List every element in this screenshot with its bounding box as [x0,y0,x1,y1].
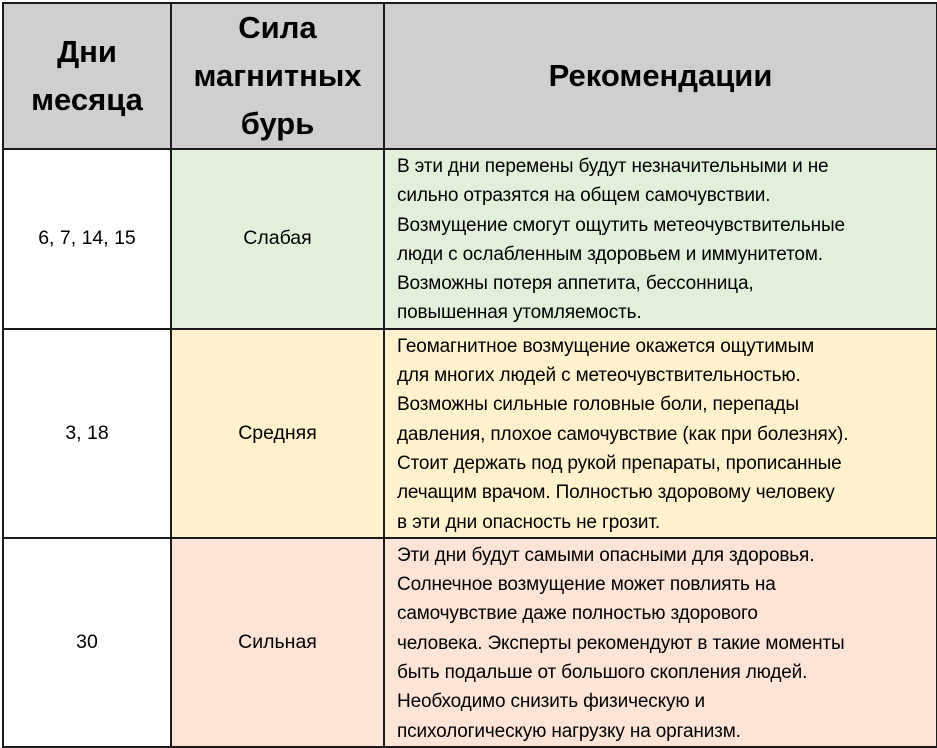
header-days-line2: месяца [31,82,143,117]
header-strength-line1: Сила [238,10,317,45]
recommendation-cell [384,149,937,329]
recommendation-cell [384,538,937,747]
recommendation-line: лечащим врачом. Полностью здоровому человеку [397,482,835,504]
header-strength [171,3,384,149]
recommendation-line: человека. Эксперты рекомендуют в такие моменты [397,632,845,654]
strength-cell-medium: Средняя [171,329,384,538]
recommendation-cell [384,329,937,538]
recommendation-line: Возможны сильные головные боли, перепады [397,394,799,416]
recommendation-line: для многих людей с метеочувствительностью. [397,365,801,387]
header-days [3,3,171,149]
days-cell: 6, 7, 14, 15 [3,149,171,329]
header-recommendations: Рекомендации [384,3,937,149]
recommendation-line: Возможны потеря аппетита, бессонница, [397,273,754,295]
recommendation-line: Геомагнитное возмущение окажется ощутимым [397,335,815,357]
recommendation-line: Эти дни будут самыми опасными для здоровья. [397,544,815,566]
recommendation-line: быть подальше от большого скопления людей. [397,662,808,684]
recommendation-line: повышенная утомляемость. [397,302,642,324]
recommendation-line: В эти дни перемены будут незначительными и не [397,156,829,177]
recommendation-line: Необходимо снизить физическую и [397,691,706,713]
header-row [3,3,937,149]
days-cell: 30 [3,538,171,747]
recommendation-line: самочувствие даже полностью здорового [397,603,758,625]
recommendation-line: в эти дни опасность не грозит. [397,511,660,533]
strength-cell-strong: Сильная [171,538,384,747]
table-row-medium [3,329,937,538]
recommendation-line: Солнечное возмущение может повлиять на [397,574,776,596]
magnetic-storms-table [2,2,937,748]
recommendation-line: давления, плохое самочувствие (как при болезнях). [397,423,849,445]
header-strength-line2: магнитных [193,58,362,93]
recommendation-line: Возмущение смогут ощутить метеочувствительные [397,214,845,236]
recommendation-line: люди с ослабленным здоровьем и иммунитетом. [397,243,823,265]
header-days-line1: Дни [57,34,117,69]
recommendation-line: сильно отразятся на общем самочувствии. [397,185,771,207]
table-row-strong [3,538,937,747]
recommendation-line: психологическую нагрузку на организм. [397,720,741,742]
table-row-weak [3,149,937,329]
days-cell: 3, 18 [3,329,171,538]
strength-cell-weak: Слабая [171,149,384,329]
recommendation-line: Стоит держать под рукой препараты, прописанные [397,452,842,474]
header-strength-line3: бурь [240,106,315,141]
